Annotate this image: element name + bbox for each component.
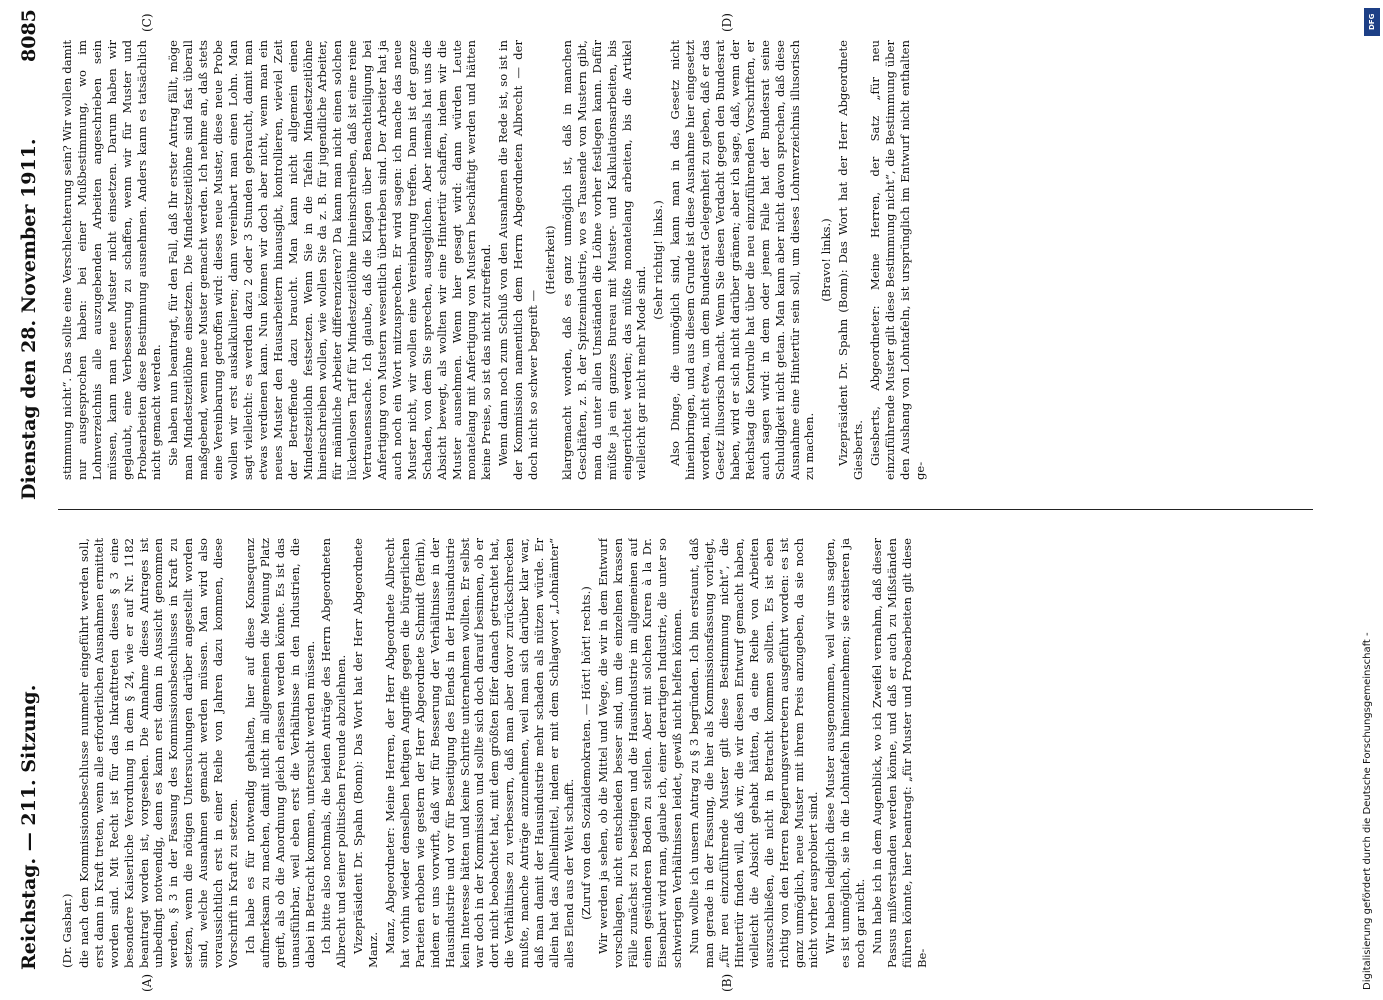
digitization-credit: Digitalisierung gefördert durch die Deutsche Forschungsgemeinschaft - bbox=[1362, 632, 1373, 990]
margin-marker-b: (B) bbox=[720, 973, 734, 992]
margin-marker-c: (C) bbox=[140, 13, 154, 32]
interjection: (Bravo! links.) bbox=[819, 218, 834, 302]
paragraph: Also Dinge, die unmöglich sind, kann man in das Gesetz nicht hineinbringen, und aus diesem Grunde ist diese Ausnahme hier eingesetzt worden, nicht etwa, um dem Bundesrat Gelegenheit zu geben, daß er das Gesetz illusorisch macht. Wenn Sie diesen Verdacht gegen den Bundesrat haben, wird er sich nicht darüber grämen; aber ich sage, daß, wenn der Reichstag die Kontrolle hat über die neu einzuführenden Vorschriften, er auch sagen wird: in dem oder jenem Falle hat der Bundesrat seine Schuldigkeit nicht getan. Man kann aber nicht davon sprechen, daß diese Ausnahme eine Hintertür sein soll, um dieses Lohnverzeichnis illusorisch zu machen. bbox=[668, 40, 817, 480]
interjection: (Sehr richtig! links.) bbox=[651, 200, 666, 320]
speaker-note: (Dr. Gasbar.) bbox=[60, 893, 74, 968]
page-header bbox=[18, 0, 48, 1000]
paragraph: Nun wollte ich unsern Antrag zu § 3 begründen. Ich bin erstaunt, daß man gerade in der Fassung, die hier als Kommissionsfassung vorliegt, „für neu einzuführende Muster gilt diese Bestimmung nicht“, die Hintertür finden will, daß wir, die wir diesen Entwurf gemacht haben, vielleicht die Absicht gehabt hätten, da eine Reihe von Arbeiten auszuschließen, die nicht in Betracht kommen sollten. Es ist eben richtig von den Herren Regierungsvertretern ausgeführt worden: es ist ganz unmöglich, neue Muster mit ihrem Preis anzugeben, da sie noch nicht vorher ausprobiert sind. bbox=[687, 538, 821, 968]
header-date: Dienstag den 28. November 1911. bbox=[18, 138, 40, 500]
header-left: Reichstag. — 211. Sitzung. bbox=[18, 684, 40, 970]
paragraph: Ich bitte also nochmals, die beiden Anträge des Herrn Abgeordneten Albrecht und seiner politischen Freunde abzulehnen. bbox=[319, 538, 349, 968]
paragraph: Sie haben nun beantragt, für den Fall, daß Ihr erster Antrag fällt, möge man Mindestzeitlöhne einsetzen. Die Mindestzeitlöhne sind fast überall maßgebend, wenn neue Muster gemacht werden. Ich nehme an, daß stets eine Vereinbarung getroffen wird: dieses neue Muster, diese neue Probe wollen wir erst auskalkulieren; dann vereinbart man einen Lohn. Man sagt vielleicht: es werden dazu 2 oder 3 Stunden gebraucht, damit man etwas verdienen kann. Nun können wir doch aber nicht, wenn man ein neues Muster den Hausarbeitern hinausgibt, kontrollieren, wieviel Zeit der Betreffende dazu braucht. Man kann nicht allgemein einen Mindestzeitlohn festsetzen. Wenn Sie in die Tafeln Mindestzeitlöhne hineinschreiben wollen, wie wollen Sie da z. B. für jugendliche Arbeiter, für männliche Arbeiter differenzieren? Da kann man nicht einen solchen lückenlosen Tarif für Mindestzeitlöhne hineinschreiben, daß ist eine reine Vertrauenssache. Ich glaube, daß die Klagen über Benachteiligung bei Anfertigung von Mustern wesentlich übertrieben sind. Der Arbeiter hat ja auch noch ein Wort mitzusprechen. Er wird sagen: ich mache das neue Muster nicht, wir wollen eine Vereinbarung treffen. Dann ist der ganze Schaden, von dem Sie sprechen, ausgeglichen. Aber niemals hat uns die Absicht bewegt, als wollten wir eine Hintertür schaffen, indem wir die Muster ausnehmen. Wenn hier gesagt wird: dann würden Leute monatelang mit Anfertigung von Mustern beschäftigt werden und hätten keine Preise, so ist das nicht zutreffend. bbox=[166, 40, 494, 480]
left-column bbox=[60, 538, 1310, 968]
right-column bbox=[60, 40, 1310, 480]
page-number: 8085 bbox=[18, 9, 40, 62]
interjection: (Heiterkeit) bbox=[543, 225, 557, 295]
paragraph: Wir werden ja sehen, ob die Mittel und Wege, die wir in dem Entwurf vorschlagen, nicht entschieden besser sind, um die einzelnen krassen Fälle zunächst zu beseitigen und die Hausindustrie im allgemeinen auf einen gesünderen Boden zu stellen. Aber mit solchen Kuren à la Dr. Eisenbart wird man, glaube ich, einer derartigen Industrie, die unter so schwierigen Verhältnissen leidet, gewiß nicht helfen können. bbox=[595, 538, 685, 968]
paragraph: stimmung nicht“. Das sollte eine Verschlechterung sein? Wir wollen damit nur ausgesprochen haben: bei einer Mußbestimmung, wo im Lohnverzeichnis alle auszugebenden Arbeiten angeschrieben sein müssen, kann man neue Muster nicht einsetzen. Darum haben wir geglaubt, eine Verbesserung zu schaffen, wenn wir für Muster und Probearbeiten diese Bestimmung ausnehmen. Anders kann es tatsächlich nicht gemacht werden. bbox=[60, 40, 164, 480]
interjection: (Zuruf von den Sozialdemokraten. — Hört! hört! rechts.) bbox=[578, 586, 593, 920]
column-divider bbox=[58, 509, 1313, 510]
speaker-announcement: Vizepräsident Dr. Spahn (Bonn): Das Wort hat der Herr Abgeordnete Giesberts. bbox=[836, 40, 866, 480]
paragraph: Wenn dann noch zum Schluß von den Ausnahmen die Rede ist, so ist in der Kommission namentlich dem Herrn Abgeordneten Albrecht — der doch nicht so schwer begreift — bbox=[496, 40, 541, 480]
paragraph: Nun habe ich in dem Augenblick, wo ich Zweifel vernahm, daß dieser Passus mißverstanden werden könne, und daß er auch zu Mißständen führen könnte, hier beantragt: „für Muster und Probearbeiten gilt diese Be- bbox=[870, 538, 929, 968]
dfg-logo: DFG bbox=[1364, 8, 1380, 36]
paragraph: Manz, Abgeordneter: Meine Herren, der Herr Abgeordnete Albrecht hat vorhin wieder denselben heftigen Angriffe gegen die bürgerlichen Parteien erhoben wie gestern der Herr Abgeordnete Schmidt (Berlin), indem er uns vorwirft, daß wir für Besserung der Verhältnisse in der Hausindustrie und vor für Beseitigung des Elends in der Hausindustrie kein Interesse hätten und keine Schritte unternehmen wollten. Er selbst war doch in der Kommission und sollte sich doch darauf besinnen, ob er dort nicht beobachtet hat, mit dem größten Eifer danach getrachtet hat, die Verhältnisse zu verbessern, daß man aber davor zurückschrecken mußte, manche Anträge anzunehmen, weil man sich darüber klar war, daß man damit der Hausindustrie mehr schaden als nützen würde. Er allein hat das Allheilmittel, indem er mit dem Schlagwort „Lohnämter“ alles Elend aus der Welt schafft. bbox=[383, 538, 576, 968]
speaker-announcement: Vizepräsident Dr. Spahn (Bonn): Das Wort hat der Herr Abgeordnete Manz. bbox=[351, 538, 381, 968]
margin-marker-a: (A) bbox=[140, 973, 154, 992]
margin-marker-d: (D) bbox=[720, 13, 734, 32]
paragraph: Giesberts, Abgeordneter: Meine Herren, der Satz „für neu einzuführende Muster gilt diese Bestimmung nicht“, die Bestimmung über den Aushang von Lohntafeln, ist ursprünglich im Entwurf nicht enthalten ge- bbox=[868, 40, 927, 480]
paragraph: die nach dem Kommissionsbeschlusse nunmehr eingeführt werden soll, erst dann in Kraft treten, wenn alle erforderlichen Ausnahmen ermittelt worden sind. Mit Recht ist für das Inkrafttreten dieses § 3 eine besondere Kaiserliche Verordnung in dem § 24, wie er auf Nr. 1182 beantragt worden ist, vorgesehen. Die Annahme dieses Antrages ist unbedingt notwendig, denn es kann erst dann in Aussicht genommen werden, § 3 in der Fassung des Kommissionsbeschlusses in Kraft zu setzen, wenn die nötigen Untersuchungen darüber angestellt worden sind, welche Ausnahmen gemacht werden müssen. Man wird also voraussichtlich erst in einer Reihe von Jahren dazu kommen, diese Vorschrift in Kraft zu setzen. bbox=[76, 538, 240, 968]
paragraph: klargemacht worden, daß es ganz unmöglich ist, daß in manchen Geschäften, z. B. der Spitzenindustrie, wo es Tausende von Mustern gibt, man da unter allen Umständen die Löhne vorher festlegen kann. Dafür müßte ja ein ganzes Bureau mit Muster- und Kalkulationsarbeiten, bis eingerichtet werden; das müßte monatelang arbeiten, bis die Artikel vielleicht gar nicht mehr Mode sind. bbox=[559, 40, 649, 480]
paragraph: Wir haben lediglich diese Muster ausgenommen, weil wir uns sagten, es ist unmöglich, sie in die Lohntafeln hineinzunehmen; sie existieren ja noch gar nicht. bbox=[823, 538, 868, 968]
paragraph: Ich habe es für notwendig gehalten, hier auf diese Konsequenz aufmerksam zu machen, damit nicht im allgemeinen die Meinung Platz greift, als ob die Anordnung gleich erlassen werden könnte. Es ist das unausführbar, weil eben erst die Verhältnisse in den Industrien, die dabei in Betracht kommen, untersucht werden müssen. bbox=[242, 538, 317, 968]
